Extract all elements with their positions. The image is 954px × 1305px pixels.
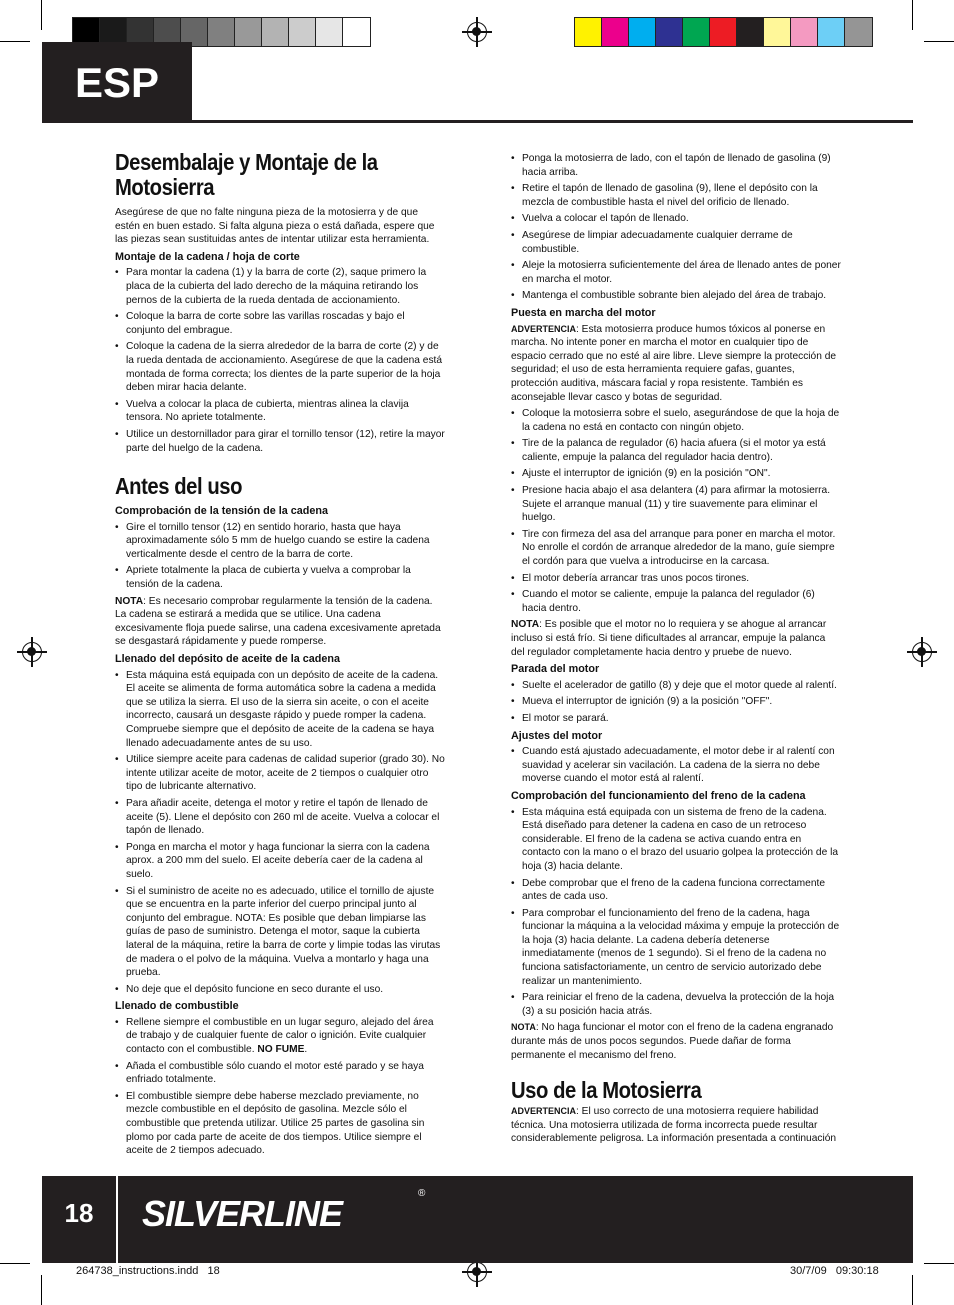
- registered-mark: ®: [418, 1188, 426, 1199]
- note-text: : Es necesario comprobar regularmente la tensión de la cadena. La cadena se estirará a medida que se utilice. Una cadena excesivamente floja puede salirse, una cadena excesivamente apretada se desgastará rápidamente y puede romperse.: [115, 595, 441, 648]
- bullet-list: [511, 806, 841, 1019]
- color-swatch: [575, 18, 602, 46]
- crop-mark: [0, 41, 30, 42]
- registration-mark-icon: [467, 22, 487, 42]
- list-item: • El motor se parará.: [511, 712, 841, 726]
- list-item: • No deje que el depósito funcione en seco durante el uso.: [115, 983, 445, 997]
- note-label: NOTA: [511, 1022, 536, 1033]
- subheading: Parada del motor: [511, 663, 600, 676]
- note-text: : No haga funcionar el motor con el freno de la cadena engranado durante más de unos pocos segundos. Puede dañar de forma permanente el mecanismo del freno.: [511, 1022, 834, 1061]
- color-swatch: [818, 18, 845, 46]
- subheading: Puesta en marcha del motor: [511, 306, 656, 319]
- right-column: [511, 152, 841, 1065]
- list-item: • Ponga en marcha el motor y haga funcionar la sierra con la cadena aprox. a 200 mm del suelo. El aceite debería caer de la cadena al suelo.: [115, 841, 445, 882]
- color-swatch: [343, 18, 370, 46]
- warning-paragraph: [511, 323, 841, 405]
- list-item: • Debe comprobar que el freno de la cadena funciona correctamente antes de cada uso.: [511, 877, 841, 904]
- color-swatch: [235, 18, 262, 46]
- list-item: • Utilice un destornillador para girar el tornillo tensor (12), retire la mayor parte del huelgo de la cadena.: [115, 428, 445, 455]
- color-swatch: [710, 18, 737, 46]
- bullet-list: [115, 1016, 445, 1158]
- date-slug: 30/7/09 09:30:18: [790, 1265, 879, 1277]
- color-swatch: [289, 18, 316, 46]
- list-item: • Rellene siempre el combustible en un lugar seguro, alejado del área de trabajo y de cualquier fuente de calor o ignición. Evite cualquier contacto con el combustible. NO FUME.: [115, 1016, 445, 1057]
- crop-mark: [41, 0, 42, 30]
- brand-wordmark: SILVERLINE: [142, 1193, 343, 1234]
- list-item: • Gire el tornillo tensor (12) en sentido horario, hasta que haya aproximadamente sólo 5 mm de huelgo cuando se estire la cadena verticalmente desde el centro de la barra de corte.: [115, 521, 445, 562]
- list-item: • Coloque la motosierra sobre el suelo, asegurándose de que la hoja de la cadena no está en contacto con ningún objeto.: [511, 407, 841, 434]
- list-item: • Ponga la motosierra de lado, con el tapón de llenado de gasolina (9) hacia arriba.: [511, 152, 841, 179]
- file-slug: 264738_instructions.indd 18: [76, 1265, 220, 1277]
- list-item: • Esta máquina está equipada con un sistema de freno de la cadena. Está diseñado para detener la cadena en caso de un retroceso considerable. El freno de la cadena se activa cuando entra en contacto con la mano o el brazo del usuario golpea la protección de la hoja (3) hacia delante.: [511, 806, 841, 874]
- registration-mark-icon: [467, 1262, 487, 1282]
- section-title-unpacking: Desembalaje y Montaje de la Motosierra: [115, 149, 378, 200]
- list-item: • Coloque la cadena de la sierra alrededor de la barra de corte (2) y de la rueda dentada de accionamiento. Asegúrese de que la cadena está montada de forma correcta; los dientes de la parte superior de la hoja deben mirar hacia delante.: [115, 340, 445, 394]
- color-swatch: [208, 18, 235, 46]
- color-swatch: [845, 18, 872, 46]
- subheading: Comprobación del funcionamiento del freno de la cadena: [511, 789, 806, 802]
- list-item: • Para comprobar el funcionamiento del freno de la cadena, haga funcionar la máquina a la velocidad máxima y empuje la protección de la hoja (3) hacia delante. La cadena debería detenerse inmediatamente (menos de 1 segundo). Si el freno de la cadena no funciona satisfactoriamente, un centro de servicio autorizado debe realizar un mantenimiento.: [511, 907, 841, 989]
- list-item: • Tire de la palanca de regulador (6) hacia afuera (si el motor ya está caliente, empuje la palanca del regulador hacia dentro).: [511, 437, 841, 464]
- list-item: • Mantenga el combustible sobrante bien alejado del área de trabajo.: [511, 289, 841, 303]
- registration-mark-icon: [22, 642, 42, 662]
- bullet-list: [115, 521, 445, 592]
- list-item: • El combustible siempre debe haberse mezclado previamente, no mezcle combustible en el depósito de gasolina. Mezcle sólo el combustible que pretenda utilizar. Utilice 25 partes de gasolina sin plomo por cada parte de aceite de dos tiempos. Utilice siempre el aceite de 2 tiempos adecuado.: [115, 1090, 445, 1158]
- bullet-list: [115, 266, 445, 455]
- list-item: • Aleje la motosierra suficientemente del área de llenado antes de poner en marcha el motor.: [511, 259, 841, 286]
- warning-label: ADVERTENCIA: [511, 323, 577, 334]
- list-item: • Ajuste el interruptor de ignición (9) en la posición "ON".: [511, 467, 841, 481]
- list-item: • Mueva el interruptor de ignición (9) a la posición "OFF".: [511, 695, 841, 709]
- color-swatch: [629, 18, 656, 46]
- process-color-bar: [574, 17, 873, 47]
- note-label: NOTA: [115, 595, 144, 607]
- brand-logo: [130, 1182, 430, 1242]
- section-title-before-use: Antes del uso: [115, 473, 242, 500]
- list-item: • Vuelva a colocar el tapón de llenado.: [511, 212, 841, 226]
- list-item: • Coloque la barra de corte sobre las varillas roscadas y bajo el conjunto del embrague.: [115, 310, 445, 337]
- crop-mark: [924, 41, 954, 42]
- color-swatch: [656, 18, 683, 46]
- list-item: • El motor debería arrancar tras unos pocos tirones.: [511, 572, 841, 586]
- color-swatch: [602, 18, 629, 46]
- subheading: Llenado de combustible: [115, 1000, 239, 1013]
- list-item: • Apriete totalmente la placa de cubierta y vuelva a comprobar la tensión de la cadena.: [115, 564, 445, 591]
- crop-mark: [0, 1263, 30, 1264]
- right-column-bottom: [511, 1078, 841, 1149]
- list-item: • Esta máquina está equipada con un depósito de aceite de la cadena. El aceite se alimenta de forma automática sobre la cadena a medida que se utiliza la sierra. El uso de la sierra sin aceite, o con el aceite incorrecto, causará un desgaste rápido y puede romper la cadena. Compruebe siempre que el depósito de aceite de la cadena se haya llenado adecuadamente antes de su uso.: [115, 669, 445, 751]
- list-item: • Si el suministro de aceite no es adecuado, utilice el tornillo de ajuste que se encuentra en la parte inferior del cuerpo principal junto al conjunto del embrague. NOTA: Es posible que deban limpiarse las guías de paso de suministro. Detenga el motor, saque la cubierta lateral de la máquina, retire la barra de corte y limpie todas las virutas de madera o el polvo de la máquina. Vuelva a montarlo y haga una prueba.: [115, 885, 445, 980]
- subheading: Llenado del depósito de aceite de la cadena: [115, 653, 341, 666]
- note-text: : Es posible que el motor no lo requiera y se ahogue al arrancar incluso si está frío. Si tiene dificultades al arrancar, empuje la palanca del regulador completamente hacia dentro y pruebe de nuevo.: [511, 619, 827, 658]
- section-title-chainsaw-use: Uso de la Motosierra: [511, 1077, 702, 1103]
- crop-mark: [924, 1263, 954, 1264]
- note-paragraph: [511, 1021, 841, 1062]
- list-item: • Para añadir aceite, detenga el motor y retire el tapón de llenado de aceite (5). Llene el depósito con 260 ml de aceite. Vuelva a colocar el tapón de llenado.: [115, 797, 445, 838]
- header-rule: [192, 120, 913, 123]
- note-label: NOTA: [511, 619, 540, 631]
- footer-divider: [116, 1176, 118, 1263]
- color-swatch: [262, 18, 289, 46]
- subheading: Comprobación de la tensión de la cadena: [115, 505, 328, 518]
- bullet-list: [511, 679, 841, 726]
- warning-paragraph: [511, 1105, 841, 1146]
- warning-label: ADVERTENCIA: [511, 1106, 577, 1116]
- bullet-list: [511, 407, 841, 615]
- color-swatch: [764, 18, 791, 46]
- list-item: • Utilice siempre aceite para cadenas de calidad superior (grado 30). No intente utilizar aceite de motor, aceite de 2 tiempos o cualquier otro tipo de lubricante alternativo.: [115, 753, 445, 794]
- note-paragraph: [511, 618, 841, 659]
- list-item: • Añada el combustible sólo cuando el motor esté parado y se haya enfriado totalmente.: [115, 1060, 445, 1087]
- language-badge: ESP: [42, 42, 192, 123]
- color-swatch: [737, 18, 764, 46]
- bullet-list: [511, 745, 841, 786]
- list-item: • Vuelva a colocar la placa de cubierta, mientras alinea la clavija tensora. No apriete totalmente.: [115, 398, 445, 425]
- registration-mark-icon: [912, 642, 932, 662]
- crop-mark: [41, 1275, 42, 1305]
- color-swatch: [683, 18, 710, 46]
- subheading: Montaje de la cadena / hoja de corte: [115, 250, 300, 263]
- paragraph: Asegúrese de que no falte ninguna pieza de la motosierra y de que estén en buen estado. Si falta alguna pieza o está dañada, espere que las piezas sean sustituidas antes de intentar utilizar esta herramienta.: [115, 207, 435, 246]
- item-text: Rellene siempre el combustible en un lugar seguro, alejado del área de trabajo y de cualquier fuente de calor o ignición. Evite cualquier contacto con el combustible.: [126, 1016, 434, 1056]
- list-item: • Suelte el acelerador de gatillo (8) y deje que el motor quede al ralentí.: [511, 679, 841, 693]
- page-number: 18: [64, 1198, 94, 1228]
- list-item: • Tire con firmeza del asa del arranque para poner en marcha el motor. No enrolle el cordón de arranque alrededor de la mano, guíe siempre el cordón para que vuelva a introducirse en la carcasa.: [511, 528, 841, 569]
- crop-mark: [912, 0, 913, 30]
- list-item: • Cuando el motor se caliente, empuje la palanca del regulador (6) hacia dentro.: [511, 588, 841, 615]
- left-column: [115, 150, 445, 1161]
- color-swatch: [316, 18, 343, 46]
- color-swatch: [791, 18, 818, 46]
- list-item: • Asegúrese de limpiar adecuadamente cualquier derrame de combustible.: [511, 229, 841, 256]
- list-item: • Para montar la cadena (1) y la barra de corte (2), saque primero la placa de la cubierta del lado derecho de la máquina retirando los pernos de la cubierta de la rueda dentada de accionamiento.: [115, 266, 445, 307]
- list-item: • Retire el tapón de llenado de gasolina (9), llene el depósito con la mezcla de combustible hasta el nivel del orificio de llenado.: [511, 182, 841, 209]
- list-item: • Presione hacia abajo el asa delantera (4) para afirmar la motosierra. Sujete el arranque manual (11) y tire suavemente para eliminar el huelgo.: [511, 484, 841, 525]
- list-item: • Para reiniciar el freno de la cadena, devuelva la protección de la hoja (3) a su posición hacia atrás.: [511, 991, 841, 1018]
- warning-emphasis: NO FUME: [257, 1044, 305, 1056]
- warning-text: : El uso correcto de una motosierra requiere habilidad técnica. Una motosierra utilizada de forma incorrecta puede resultar considerablemente peligrosa. La información presentada a continuación: [511, 1106, 837, 1145]
- note-paragraph: [115, 595, 445, 649]
- warning-text: : Esta motosierra produce humos tóxicos al ponerse en marcha. No intente poner en marcha el motor en cualquier tipo de espacio cerrado que no esté al aire libre. Lleve siempre la protección de seguridad; el uso de esta herramienta requiere gafas, guantes, protección auditiva, máscara facial y ropa resistente. También es aconsejable llevar casco y botas de seguridad.: [511, 323, 837, 403]
- bullet-list: [115, 669, 445, 997]
- crop-mark: [912, 1275, 913, 1305]
- list-item: • Cuando está ajustado adecuadamente, el motor debe ir al ralentí con suavidad y acelerar sin vacilación. La cadena de la sierra no debe moverse cuando el motor está al ralentí.: [511, 745, 841, 786]
- subheading: Ajustes del motor: [511, 729, 603, 742]
- bullet-list: [511, 152, 841, 303]
